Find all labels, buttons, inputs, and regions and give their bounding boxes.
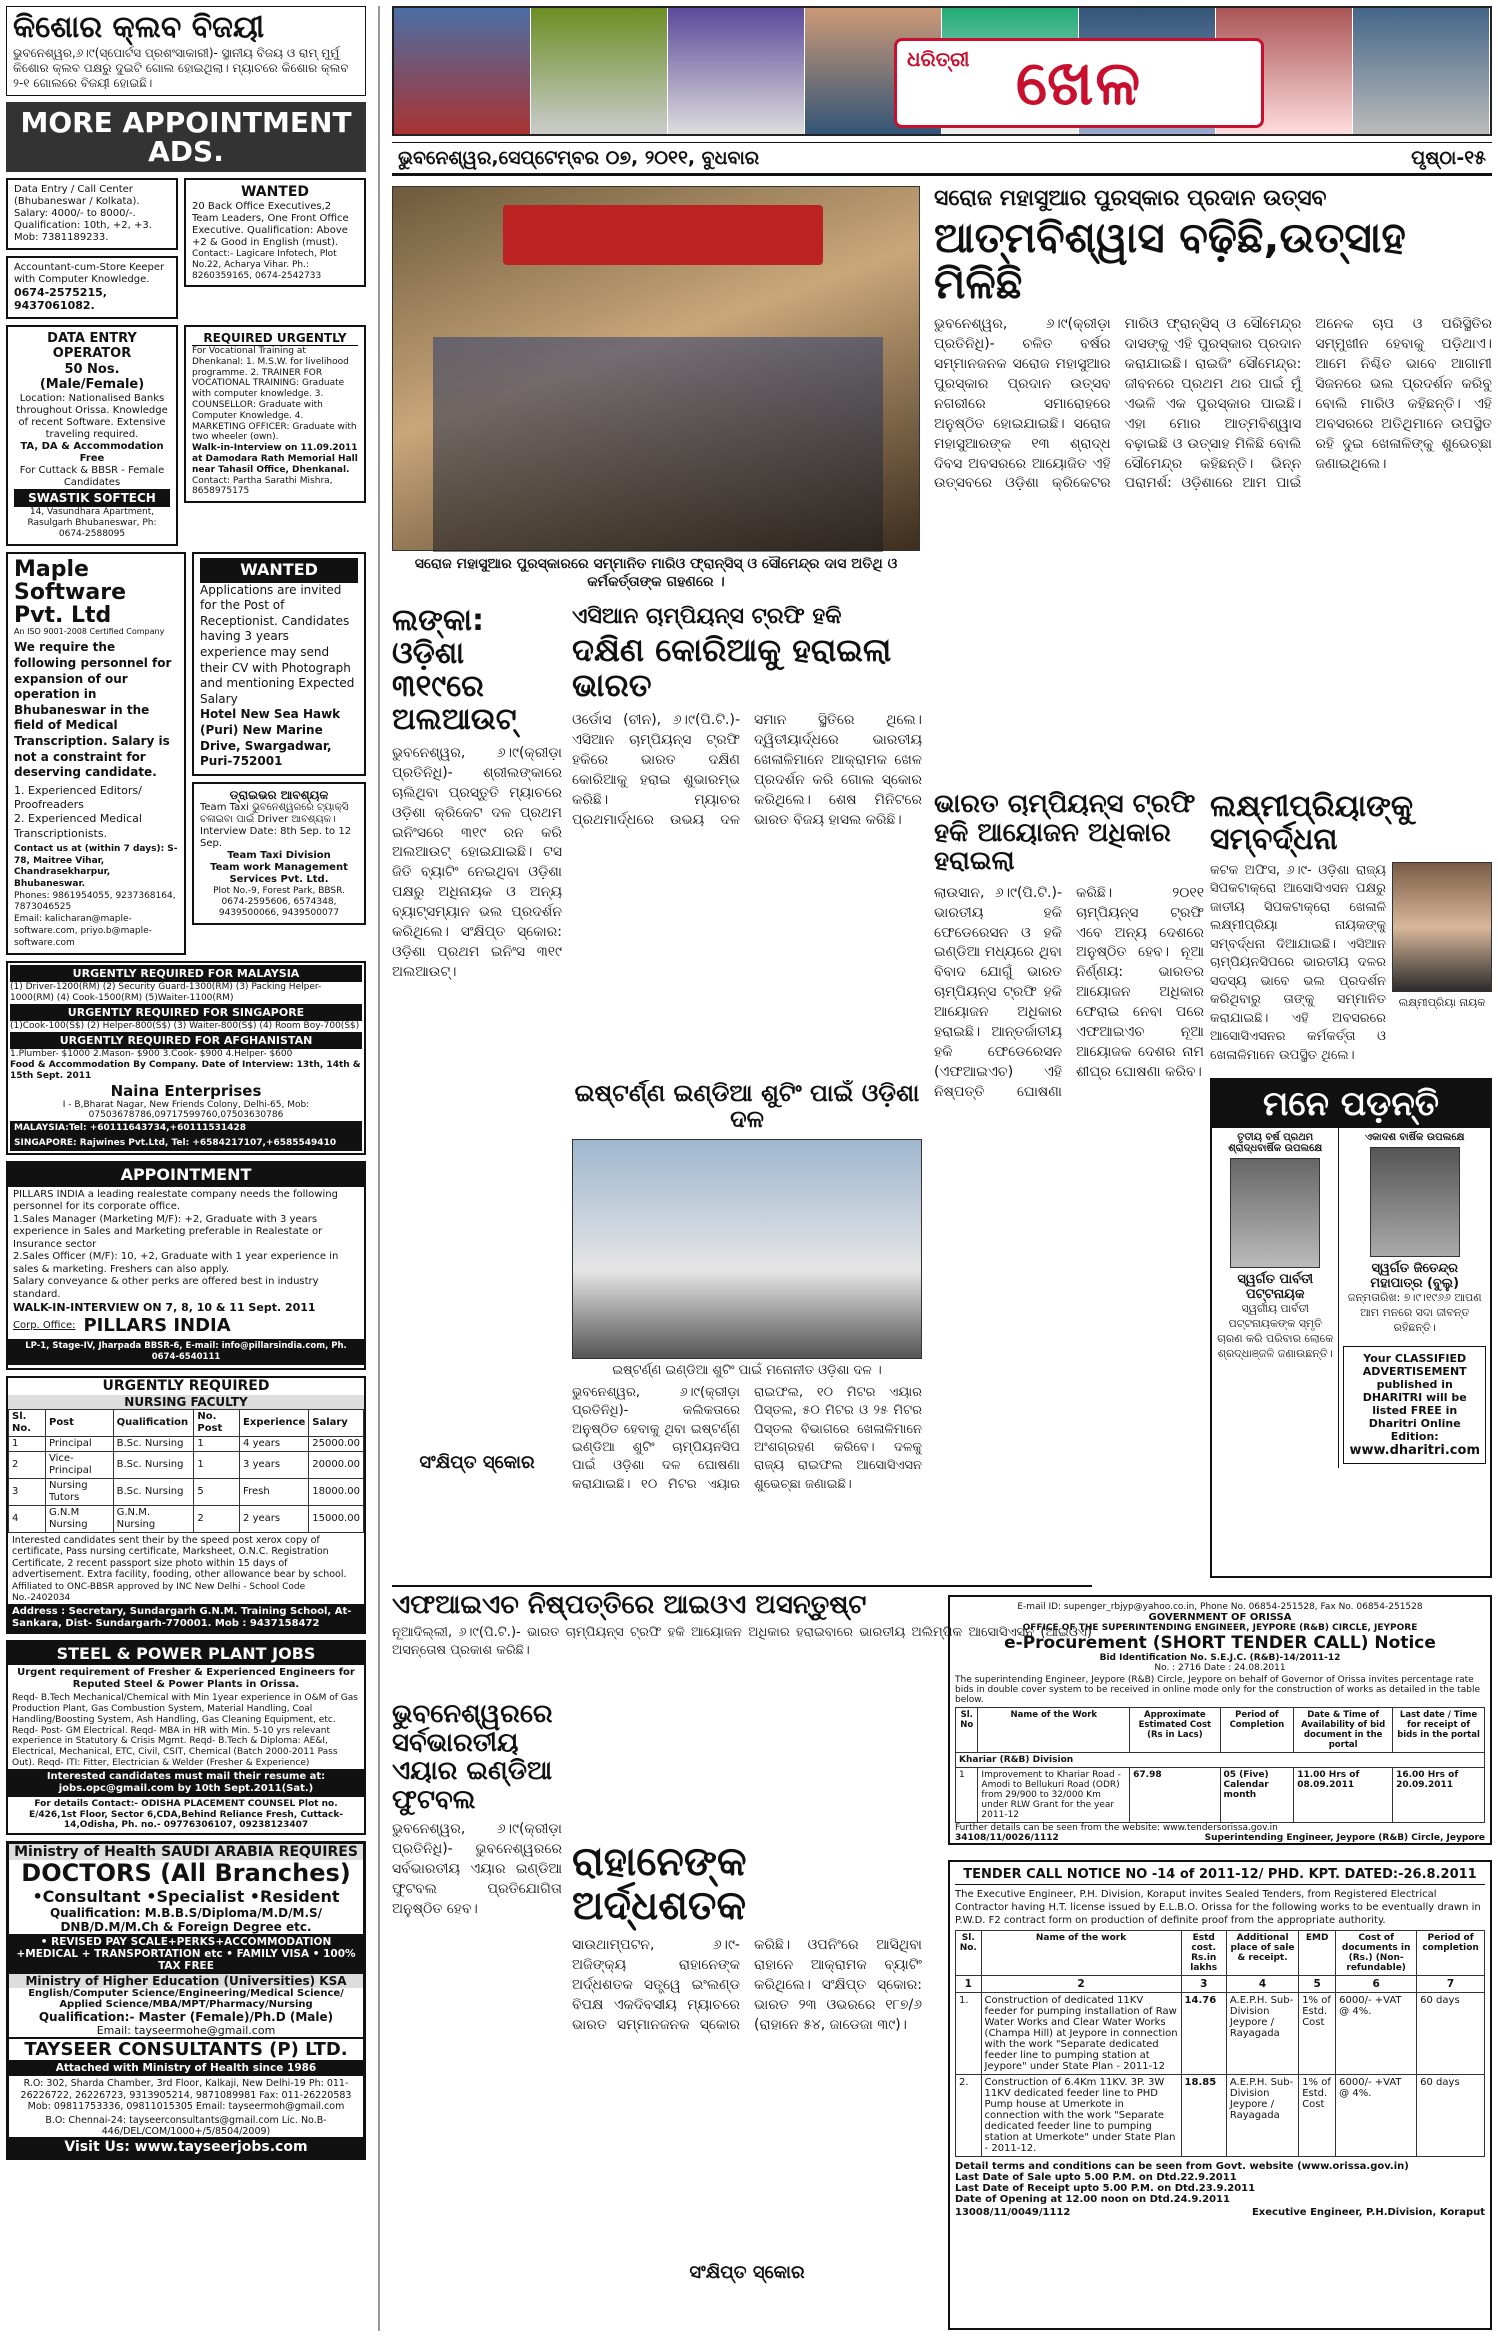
rahane-article [572,1840,922,2330]
rahane-body: ସାଉଥାମ୍ପଟନ, ୬।୯- ଅଜିଙ୍କ୍ୟ ରାହାନେଙ୍କ ଅର୍ଦ୍ଧଶତକ ସତ୍ତ୍ୱେ ଇଂଲଣ୍ଡ ବିପକ୍ଷ ଏକଦିବସୀୟ ମ୍ୟାଚରେ ଭାରତ ସମ୍ମାନଜନକ ସ୍କୋର କରିଛି। ଓପନିଂରେ ଆସିଥିବା ରାହାନେ ଆକ୍ରାମକ ବ୍ୟାଟିଂ କରିଥିଲେ। ସଂକ୍ଷିପ୍ତ ସ୍କୋର: ଭାରତ ୨୩ ଓଭରରେ ୧୮୭/୬ (ରାହାନେ ୫୪, ଜାଡେଜା ୩୯)। [572,1937,922,2033]
singapore-heading: URGENTLY REQUIRED FOR SINGAPORE [10,1004,362,1021]
rahane-headline: ରାହାନେଙ୍କ ଅର୍ଦ୍ଧଶତକ [572,1840,747,1929]
award-ceremony-photo [392,186,920,551]
india-trophy-headline: ଭାରତ ଚାମ୍ପିୟନ୍ସ ଟ୍ରଫି ହକି ଆୟୋଜନ ଅଧିକାର ହରାଇଲା [934,790,1196,877]
tender1-email: E-mail ID: supenger_rbjyp@yahoo.co.in, Phone No. 06854-251528, Fax No. 06854-251528 [1017,1602,1423,1612]
memorial-left-occasion: ତୃତୀୟ ବର୍ଷ ପ୍ରଥମ ଶ୍ରାଦ୍ଧବାର୍ଷିକ ଉପଲକ୍ଷେ [1228,1132,1323,1154]
asian-headline: ଦକ୍ଷିଣ କୋରିଆକୁ ହରାଇଲା ଭାରତ [572,631,892,705]
required-heading: REQUIRED URGENTLY [192,331,358,346]
table-cell: 14.76 [1181,1993,1226,2075]
table-cell: G.N.M Nursing [45,1505,113,1532]
table-header-cell: 7 [1417,1976,1485,1993]
mane-padanti-memorial [1210,1078,1492,1578]
required-body: For Vocational Training at Dhenkanal: 1. M.S.W. for livelihood programme. 2. TRAINER FOR VOCATIONAL TRAINING: Graduate with computer knowledge. 3. COUNSELLOR: Graduate with Computer Knowledge. 4. MARKETING OFFICER: Graduate with two wheeler (own). [192,346,357,443]
rahane-score-heading: ସଂକ୍ଷିପ୍ତ ସ୍କୋର [689,2262,805,2283]
table-cell: 1 [956,1768,978,1823]
lakshmipriya-headline: ଲକ୍ଷ୍ମୀପ୍ରିୟାଙ୍କୁ ସମ୍ବର୍ଦ୍ଧନା [1210,790,1414,857]
classified-free-note: Your CLASSIFIED ADVERTISEMENT published in DHARITRI will be listed FREE in Dharitri Online Edition: [1362,1351,1467,1443]
kishore-headline: କିଶୋର କ୍ଲବ ବିଜୟୀ [13,10,265,45]
tender1-intro: The superintending Engineer, Jeypore (R&B) Circle, Jeypore on behalf of Governor of Orissa invites percentage rate bids in double cover system to be received in online mode only for the construction of works as detailed in the table below. [955,1675,1481,1705]
malaysia-body: (1) Driver-1200(RM) (2) Security Guard-1300(RM) (3) Packing Helper-1000(RM) (4) Cook-1500(RM) (5)Waiter-1100(RM) [10,982,322,1004]
tender1-government: GOVERNMENT OF ORISSA [1148,1612,1292,1623]
masthead-photo [668,8,805,134]
nursing-faculty-ad [6,1376,366,1634]
table-header-cell: 1 [956,1976,982,1993]
table-cell: Improvement to Khariar Road - Amodi to Bellukuri Road (ODR) from 29/900 to 32/000 Km under RLW Grant for the year 2011-12 [978,1768,1130,1823]
table-header-cell: Estd cost. Rs.in lakhs [1181,1931,1226,1976]
ksa-email: Email: tayseermohe@gmail.com [96,2023,276,2037]
table-header-cell: Name of the Work [978,1708,1130,1753]
phd-tender-call-notice [948,1860,1492,2330]
kishore-body: ଭୁବନେଶ୍ୱର,୬।୯(ସ୍ପୋର୍ଟସ ପ୍ରଶଂସାକାରୀ)- ସ୍ଥାନୀୟ ବିଜୟ ଓ ରାମ୍ ମୁର୍ମୁ କିଶୋର କ୍ଲବ ପକ୍ଷରୁ ଦୁଇଟି ଗୋଲ ହୋଇଥିଲା। ମ୍ୟାଚରେ କିଶୋର କ୍ଲବ ୨-୧ ଗୋଲରେ ବିଜୟୀ ହୋଇଛି। [13,45,349,90]
accountant-ad [6,256,178,318]
driver-sub: Team work Management Services Pvt. Ltd. [210,862,348,886]
tender2-intro: The Executive Engineer, P.H. Division, Koraput invites Sealed Tenders, from Registered Electrical Contractor having H.T. license issued by E.L.B.O. Orissa for the following works to be eventually drawn in P.W.D. F2 contract form on production of definite proof from the appropriate authority. [955,1889,1481,1926]
maple-email: Email: kalicharan@maple-software.com, priyo.b@maple-software.com [14,914,152,948]
naina-singapore: SINGAPORE: Rajwines Pvt.Ltd, Tel: +6584217107,+6585549410 [10,1136,362,1151]
table-cell: Principal [45,1436,113,1451]
nursing-heading: URGENTLY REQUIRED [102,1377,270,1394]
deo-body: Location: Nationalised Banks throughout Orissa. Knowledge of recent Software. Extensive traveling required. [16,393,168,441]
table-cell: B.Sc. Nursing [113,1478,194,1505]
mane-padanti-heading: ମନେ ପଡ଼ନ୍ତି [1212,1080,1490,1128]
football-body: ଭୁବନେଶ୍ୱର, ୬।୯(କ୍ରୀଡ଼ା ପ୍ରତିନିଧି)- ଭୁବନେଶ୍ୱରରେ ସର୍ବଭାରତୀୟ ଏୟାର ଇଣ୍ଡିଆ ଫୁଟବଲ ପ୍ରତିଯୋଗିତା ଅନୁଷ୍ଠିତ ହେବ। [392,1821,562,1917]
table-cell: B.Sc. Nursing [113,1451,194,1478]
pillars-role-2: 2.Sales Officer (M/F): 10, +2, Graduate with 1 year experience in sales & marketing. Freshers can also apply. [13,1251,339,1275]
table-header-cell: Date & Time of Availability of bid document in the portal [1294,1708,1393,1753]
driver-wanted-ad [192,782,366,925]
sports-page-masthead [392,6,1492,136]
nursing-address: Address : Secretary, Sundargarh G.N.M. Training School, At- Sankara, Dist- Sundargarh-770001. Mob : 9437158472 [8,1604,364,1632]
saudi-perks: • REVISED PAY SCALE+PERKS+ACCOMMODATION +MEDICAL + TRANSPORTATION etc • FAMILY VISA • 100% TAX FREE [9,1934,363,1974]
table-cell: Construction of 6.4Km 11KV. 3P. 3W 11KV dedicated feeder line to PHD Pump house at Umerkote in connection with the work "Separate dedicated feeder line to pumping station at Umerkote" under State Plan - 2011-12. [981,2075,1181,2157]
deo-cuttack: For Cuttack & BBSR - Female Candidates [19,465,165,489]
table-cell: 2. [956,2075,982,2157]
nursing-table [8,1409,364,1533]
ksa-heading: Ministry of Higher Education (Universities) KSA [9,1974,363,1988]
singapore-body: (1)Cook-100(S$) (2) Helper-800(S$) (3) Waiter-800(S$) (4) Room Boy-700(S$) [10,1021,360,1032]
tender2-title: TENDER CALL NOTICE NO -14 of 2011-12/ PHD. KPT. DATED:-26.8.2011 [955,1867,1485,1885]
steel-sub: Urgent requirement of Fresher & Experienced Engineers for Reputed Steel & Power Plants in Orissa. [17,1667,355,1691]
table-cell: 3 years [240,1451,309,1478]
table-cell: 3 [9,1478,46,1505]
table-header-cell: 2 [981,1976,1181,1993]
issue-date: ଭୁବନେଶ୍ୱର,ସେପ୍ଟେମ୍ବର ୦୭, ୨୦୧୧, ବୁଧବାର [398,147,760,169]
india-trophy-article [934,790,1204,1580]
driver-addr: Plot No.-9, Forest Park, BBSR. 0674-2595606, 6574348, 9439500066, 9439500077 [213,886,345,918]
tender2-last-receipt: Last Date of Receipt upto 5.00 P.M. on Dtd.23.9.2011 [955,2183,1256,2194]
khela-wordmark: ଖେଳ [1015,46,1143,119]
steel-heading: STEEL & POWER PLANT JOBS [8,1642,364,1665]
table-cell: Construction of dedicated 11KV feeder for pumping installation of Raw Water Works and Clear Water Works (Champa Hill) at Jeypore in connection with the work "Separate dedicated feeder line to pumping station at Jeypore" under State Plan - 2011-12 [981,1993,1181,2075]
lakshmipriya-article [1210,790,1492,1070]
masthead-photo [394,8,531,134]
tender1-title: e-Procurement (SHORT TENDER CALL) Notice [1004,1633,1436,1653]
saudi-heading: Ministry of Health SAUDI ARABIA REQUIRES [9,1844,363,1860]
page-number: ପୃଷ୍ଠା-୧୫ [1411,147,1486,169]
table-header-cell: 6 [1336,1976,1417,1993]
receptionist-wanted-ad [192,552,366,776]
table-header-cell: Sl. No. [956,1931,982,1976]
table-cell: 5 [194,1478,240,1505]
tayseer-sub: Attached with Ministry of Health since 1986 [9,2060,363,2076]
table-cell: 60 days [1417,1993,1485,2075]
memorial-right-name: ସ୍ୱର୍ଗତ ଜିତେନ୍ଦ୍ର ମହାପାତ୍ର (ବୁଲୁ) [1370,1261,1460,1291]
malaysia-heading: URGENTLY REQUIRED FOR MALAYSIA [10,965,362,982]
table-cell: 4 [9,1505,46,1532]
nursing-body-text: Interested candidates sent their by the speed post xerox copy of certificate, Pass nursing certificate, Marksheet, O.N.C. Registration Certificate, 2 recent passport size photo within 15 days of advertisement. Extra facility, fooding, other allowance bear by school. [12,1534,347,1581]
table-header-cell: Last date / Time for receipt of bids in the portal [1393,1708,1485,1753]
memorial-left-body: ସ୍ୱର୍ଗୀୟ ପାର୍ବତୀ ପଟ୍ଟନାୟକଙ୍କ ସ୍ମୃତି ଚାରଣ କରି ପରିବାର ଲୋକେ ଶ୍ରଦ୍ଧାଞ୍ଜଳି ଜଣାଉଛନ୍ତି। [1217,1302,1334,1360]
table-header-cell: Name of the work [981,1931,1181,1976]
table-cell: 25000.00 [309,1436,364,1451]
india-trophy-body: ଲାଉସାନ, ୬।୯(ପି.ଟି.)- ଭାରତୀୟ ହକି ଫେଡେରେସନ ଓ ହକି ଇଣ୍ଡିଆ ମଧ୍ୟରେ ଥିବା ବିବାଦ ଯୋଗୁଁ ଭାରତ ଚାମ୍ପିୟନ୍ସ ଟ୍ରଫି ହକି ଆୟୋଜନ ଅଧିକାର ହରାଇଛି। ଆନ୍ତର୍ଜାତୀୟ ହକି ଫେଡେରେସନ (ଏଫଆଇଏଚ) ଏହି ନିଷ୍ପତ୍ତି ଘୋଷଣା କରିଛି। ୨୦୧୧ ଚାମ୍ପିୟନ୍ସ ଟ୍ରଫି ଏବେ ଅନ୍ୟ ଦେଶରେ ଅନୁଷ୍ଠିତ ହେବ। ନୂଆ ନିର୍ଣ୍ଣୟ: ଭାରତର ଆୟୋଜନ ଅଧିକାର ଫେରାଇ ନେବା ପରେ ଏଫଆଇଏଚ ନୂଆ ଆୟୋଜକ ଦେଶର ନାମ ଶୀଘ୍ର ଘୋଷଣା କରିବ। [934,884,1204,1100]
accountant-phone: 0674-2575215, 9437061082. [14,286,107,313]
data-entry-ad [6,178,178,250]
memorial-right-body: ଜନ୍ମତାରିଖ: ୭।୯।୧୯୬୬ ଆପଣ ଆମ ମନରେ ସଦା ଜୀବନ୍ତ ରହିଛନ୍ତି। [1347,1291,1482,1334]
classified-free-listing-box [1343,1346,1486,1464]
table-header-cell: Sl. No [956,1708,978,1753]
receptionist-addr: Hotel New Sea Hawk (Puri) New Marine Drive, Swargadwar, Puri-752001 [200,707,341,769]
receptionist-body: Applications are invited for the Post of Receptionist. Candidates having 3 years experience may send their CV with Photograph and mentioning Expected Salary [200,582,355,706]
deo-heading: DATA ENTRY OPERATOR [47,330,137,362]
accountant-text: Accountant-cum-Store Keeper with Computer Knowledge. [14,262,165,286]
pillars-role-1: 1.Sales Manager (Marketing M/F): +2, Graduate with 3 years experience in Sales and Marketing preferable in Realestate or Insurance sector [13,1213,323,1250]
asian-body: ଓର୍ଡୋସ (ଚୀନ), ୬।୯(ପି.ଟି.)- ଏସିଆନ ଚାମ୍ପିୟନ୍ସ ଟ୍ରଫି ହକିରେ ଭାରତ ଦକ୍ଷିଣ କୋରିଆକୁ ହରାଇ ଶୁଭାରମ୍ଭ କରିଛି। ମ୍ୟାଚର ପ୍ରଥମାର୍ଦ୍ଧରେ ଉଭୟ ଦଳ ସମାନ ସ୍ଥିତିରେ ଥିଲେ। ଦ୍ୱିତୀୟାର୍ଦ୍ଧରେ ଭାରତୀୟ ଖେଳାଳିମାନେ ଆକ୍ରାମକ ଖେଳ ପ୍ରଦର୍ଶନ କରି ଗୋଲ ସ୍କୋର କରିଥିଲେ। ଶେଷ ମିନିଟରେ ଭାରତ ବିଜୟ ହାସଲ କରିଛି। [572,712,922,828]
driver-company: Team Taxi Division [227,850,331,862]
award-photo-caption: ସରୋଜ ମହାସୁଆର ପୁରସ୍କାରରେ ସମ୍ମାନିତ ମାରିଓ ଫ୍ରାନ୍ସିସ୍ ଓ ସୌମେନ୍ଦ୍ର ଦାସ ଅତିଥି ଓ କର୍ମକର୍ତ୍ତାଙ୍କ ଗହଣରେ । [414,556,898,591]
saroj-kicker: ସରୋଜ ମହାସୁଆର ପୁରସ୍କାର ପ୍ରଦାନ ଉତ୍ସବ [934,186,1327,211]
kishore-club-news [6,6,366,96]
overseas-jobs-ad [6,961,366,1155]
fih-headline: ଏଫଆଇଏଚ ନିଷ୍ପତ୍ତିରେ ଆଇଓଏ ଅସନ୍ତୁଷ୍ଟ [392,1590,867,1620]
lakshmipriya-caption: ଲକ୍ଷ୍ମୀପ୍ରିୟା ନାୟକ [1398,996,1486,1009]
saudi-doctors-ad [6,1841,366,2160]
wanted-executives-ad [184,178,366,287]
table-header-cell: Additional place of sale & receipt. [1226,1931,1298,1976]
table-header-cell: Period of completion [1417,1931,1485,1976]
table-cell: B.Sc. Nursing [113,1436,194,1451]
pillars-india-ad [6,1161,366,1370]
tayseer-name: TAYSEER CONSULTANTS (P) LTD. [9,2037,363,2060]
lanka-headline: ଲଙ୍କା: ଓଡ଼ିଶା ୩୧୯ରେ ଅଲଆଉଟ୍ [392,604,517,737]
lanka-score-heading: ସଂକ୍ଷିପ୍ତ ସ୍କୋର [419,1452,535,1473]
tayseer-branch: B.O: Chennai-24: tayseerconsultants@gmail.com Lic. No.B-446/DEL/COM/1000+/5/8504/2009) [45,2115,327,2138]
pillars-walkin: WALK-IN-INTERVIEW ON 7, 8, 10 & 11 Sept. 2011 [13,1301,316,1315]
afghan-body: 1.Plumber- $1000 2.Mason- $900 3.Cook- $900 4.Helper- $600 [10,1049,293,1060]
memorial-left-photo [1230,1158,1320,1268]
data-entry-text: Data Entry / Call Center (Bhubaneswar / Kolkata). Salary: 4000/- to 8000/-. Qualification: 10th, +2, +3. Mob: 7381189233. [14,184,152,244]
saudi-roles: •Consultant •Specialist •Resident [32,1886,340,1906]
table-cell: 1. [956,1993,982,2075]
table-header-cell: Approximate Estimated Cost (Rs in Lacs) [1130,1708,1220,1753]
steel-body: Reqd- B.Tech Mechanical/Chemical with Min 1year experience in O&M of Gas Production Plant, Gas Combustion System, Material Handling, Coal Handling/Boosting System, Ash Handling, Gas Cleaning Equipment, etc. Reqd- Post- GM Electrical. Reqd- MBA in HR with Min. 5-10 yrs relevant experience in Statutory & Crisis Mgmt. Reqd- B.Tech & Diploma: AE&I, Electrical, Mechanical, ETC, Civil, CSIT, Chemical (Batch 2000-2011 Pass Out). Reqd- ITI: Fitter, Electrician & Welder (Fresher & Experience) [12,1693,358,1769]
shooting-team-article [572,1080,922,1540]
masthead-photo [531,8,668,134]
table-cell: 1 [194,1451,240,1478]
lakshmipriya-photo [1392,862,1492,992]
table-header-cell: 5 [1299,1976,1336,1993]
award-photo-block [392,186,920,596]
table-cell: 16.00 Hrs of 20.09.2011 [1393,1768,1485,1823]
column-divider [378,6,380,2331]
tayseer-website: Visit Us: www.tayseerjobs.com [9,2137,363,2157]
table-header-cell: Post [45,1409,113,1436]
ksa-body: English/Computer Science/Engineering/Medical Science/ Applied Science/MBA/MPT/Pharmacy/Nursing [28,1987,344,2010]
table-header-cell: Experience [240,1409,309,1436]
maple-title: Maple Software Pvt. Ltd [14,556,126,628]
tender1-bid-id: Bid Identification No. S.E.J.C. (R&B)-14/2011-12 [1099,1653,1341,1663]
table-row [9,1451,364,1478]
driver-body: Team Taxi ଭୁବନେଶ୍ୱରରେ ଟ୍ୟାକ୍ସି ଚଳାଇବା ପାଇଁ Driver ଆବଶ୍ୟକ। [200,802,349,826]
people-silhouette [433,337,883,552]
table-cell: 6000/- +VAT @ 4%. [1336,2075,1417,2157]
masthead-photo [1353,8,1490,134]
maple-item-1: 1. Experienced Editors/ Proofreaders [14,783,142,812]
naina-addr: I - B,Bharat Nagar, New Friends Colony, Delhi-65, Mob: 07503678786,09717599760,07503630786 [62,1099,310,1121]
shooting-team-photo [572,1139,922,1359]
dharitri-wordmark: ଧରିତ୍ରୀ [907,47,970,71]
saroj-award-article [934,186,1492,786]
nursing-sub: NURSING FACULTY [8,1395,364,1409]
tender2-details: Detail terms and conditions can be seen from Govt. website (www.orissa.gov.in) [955,2161,1409,2172]
wanted-heading: WANTED [240,184,310,201]
steel-power-jobs-ad [6,1640,366,1835]
table-header-cell: Sl. No. [9,1409,46,1436]
lakshmipriya-body: କଟକ ଅଫିସ, ୬।୯- ଓଡ଼ିଶା ରାଜ୍ୟ ସିପକଟାକ୍ରୋ ଆସୋସିଏସନ ପକ୍ଷରୁ ଜାତୀୟ ସିପକଟାକ୍ରୋ ଖେଳାଳି ଲକ୍ଷ୍ମୀପ୍ରିୟା ନାୟକଙ୍କୁ ସମ୍ବର୍ଦ୍ଧନା ଦିଆଯାଇଛି। ଏସିଆନ ଚାମ୍ପିୟନସିପରେ ଭାରତୀୟ ଦଳର ସଦସ୍ୟ ଭାବେ ଭଲ ପ୍ରଦର୍ଶନ କରିଥିବାରୁ ତାଙ୍କୁ ସମ୍ମାନିତ କରାଯାଇଛି। ଏହି ଅବସରରେ ଆସୋସିଏସନର କର୍ମକର୍ତ୍ତା ଓ ଖେଳାଳିମାନେ ଉପସ୍ଥିତ ଥିଲେ। [1210,863,1386,1062]
maple-phones: Phones: 9861954055, 9237368164, 7873046525 [14,890,176,913]
table-header-cell: Salary [309,1409,364,1436]
steel-mail: Interested candidates must mail their resume at: jobs.opc@gmail.com by 10th Sept.2011(Sat.) [8,1769,364,1797]
maple-body: We require the following personnel for expansion of our operation in Bhubaneswar in the field of Medical Transcription. Salary is not a constraint for deserving candidate. [14,640,172,780]
maple-item-2: 2. Experienced Medical Transcriptionists. [14,812,142,840]
table-cell: 4 years [240,1436,309,1451]
deo-posts: 50 Nos. (Male/Female) [39,361,145,393]
saroj-headline: ଆତ୍ମବିଶ୍ୱାସ ବଢ଼ିଛି,ଉତ୍ସାହ ମିଳିଛି [934,213,1406,309]
table-cell: A.E.P.H. Sub-Division Jeypore / Rayagada [1226,1993,1298,2075]
tender1-number: No. : 2716 Date : 24.08.2011 [1154,1663,1286,1673]
table-cell: 20000.00 [309,1451,364,1478]
award-banner-shape [503,205,823,265]
naina-name: Naina Enterprises [110,1081,262,1100]
table-cell: 15000.00 [309,1505,364,1532]
khela-logo [894,38,1264,128]
pillars-address: LP-1, Stage-IV, Jharpada BBSR-6, E-mail: info@pillarsindia.com, Ph. 0674-6540111 [8,1339,364,1364]
table-cell: 05 (Five) Calendar month [1220,1768,1294,1823]
table-cell: 1% of Estd. Cost [1299,1993,1336,2075]
football-headline: ଭୁବନେଶ୍ୱରରେ ସର୍ବଭାରତୀୟ ଏୟାର ଇଣ୍ଡିଆ ଫୁଟବଲ [392,1700,553,1815]
table-cell: 18000.00 [309,1478,364,1505]
table-row [9,1505,364,1532]
table-cell: 60 days [1417,2075,1485,2157]
maple-iso: An ISO 9001-2008 Certified Company [14,627,165,637]
tender1-signatory: Superintending Engineer, Jeypore (R&B) Circle, Jeypore [1204,1833,1485,1843]
table-cell: 6000/- +VAT @ 4%. [1336,1993,1417,2075]
table-cell: 1 [194,1436,240,1451]
dateline-bar [392,142,1492,176]
required-urgently-ad [184,325,366,504]
table-cell: G.N.M. Nursing [113,1505,194,1532]
asian-kicker: ଏସିଆନ ଚାମ୍ପିୟନ୍ସ ଟ୍ରଫି ହକି [572,604,842,629]
classified-url: www.dharitri.com [1349,1442,1480,1458]
table-header-cell: 3 [1181,1976,1226,1993]
naina-malaysia: MALAYSIA:Tel: +60111643734,+60111531428 [10,1121,362,1136]
table-cell: 18.85 [1181,2075,1226,2157]
swastik-addr: 14, Vasundhara Apartment, Rasulgarh Bhubaneswar, Ph: 0674-2588095 [27,507,157,540]
afghan-food: Food & Accommodation By Company. Date of Interview: 13th, 14th & 15th Sept. 2011 [10,1059,361,1081]
appointment-heading: APPOINTMENT [8,1163,364,1187]
table-header-cell: No. Post [194,1409,240,1436]
shooting-caption: ଇଷ୍ଟର୍ଣ୍ଣ ଇଣ୍ଡିଆ ଶୁଟିଂ ପାଇଁ ମନୋନୀତ ଓଡ଼ିଶା ଦଳ । [612,1362,882,1378]
ksa-qualification: Qualification:- Master (Female)/Ph.D (Male) [38,2009,334,2024]
wanted-body: 20 Back Office Executives,2 Team Leaders, One Front Office Executive. Qualification: Above +2 & Good in English (must). [192,201,349,249]
tender2-table [955,1930,1485,2157]
table-row [9,1436,364,1451]
table-cell: 1 [9,1436,46,1451]
deo-ta: TA, DA & Accommodation Free [20,441,164,465]
shooting-body: ଭୁବନେଶ୍ୱର, ୬।୯(କ୍ରୀଡ଼ା ପ୍ରତିନିଧି)- କଲିକତାରେ ଅନୁଷ୍ଠିତ ହେବାକୁ ଥିବା ଇଷ୍ଟର୍ଣ୍ଣ ଇଣ୍ଡିଆ ଶୁଟିଂ ଚାମ୍ପିୟନସିପ ପାଇଁ ଓଡ଼ିଶା ଦଳ ଘୋଷଣା କରାଯାଇଛି। ୧୦ ମିଟର ଏୟାର ରାଇଫଲ, ୧୦ ମିଟର ଏୟାର ପିସ୍ତଲ, ୫୦ ମିଟର ଓ ୨୫ ମିଟର ପିସ୍ତଲ ବିଭାଗରେ ଖେଳାଳିମାନେ ଅଂଶଗ୍ରହଣ କରିବେ। ଦଳକୁ ରାଜ୍ୟ ରାଇଫଲ ଆସୋସିଏସନ ଶୁଭେଚ୍ଛା ଜଣାଇଛି। [572,1384,922,1492]
table-cell: A.E.P.H. Sub-Division Jeypore / Rayagada [1226,2075,1298,2157]
required-walk: Walk-in-Interview on 11.09.2011 at Damodara Rath Memorial Hall near Tahasil Office, Dhenkanal. [192,443,358,475]
steel-contact: For details Contact:- ODISHA PLACEMENT COUNSEL Plot no. E/426,1st Floor, Sector 6,CDA,Behind Reliance Fresh, Cuttack-14,Odisha, Ph. no.- 09776306107, 09238123407 [28,1798,344,1831]
pillars-name: PILLARS INDIA [83,1314,231,1336]
fih-body: ନୂଆଦିଲ୍ଲୀ, ୬।୯(ପି.ଟି.)- ଭାରତ ଚାମ୍ପିୟନ୍ସ ଟ୍ରଫି ହକି ଆୟୋଜନ ଅଧିକାର ହରାଇବାରେ ଭାରତୀୟ ଅଲିମ୍ପିକ ଆସୋସିଏସନ (ଆଇଓଏ) ଅସନ୍ତୋଷ ପ୍ରକାଶ କରିଛି। [392,1624,1092,1659]
tender2-opening: Date of Opening at 12.00 noon on Dtd.24.9.2011 [955,2194,1230,2205]
driver-heading: ଡ୍ରାଇଭର ଆବଶ୍ୟକ [229,787,329,802]
maple-software-ad [6,552,186,955]
maple-contact: Contact us at (within 7 days): S-78, Maitree Vihar, Chandrasekharpur, Bhubaneswar. [14,844,178,890]
nursing-affiliation: Affiliated to ONC-BBSR approved by INC New Delhi - School Code No.-2402034 [12,1582,306,1604]
table-cell: Nursing Tutors [45,1478,113,1505]
shooting-headline: ଇଷ୍ଟର୍ଣ୍ଣ ଇଣ୍ଡିଆ ଶୁଟିଂ ପାଇଁ ଓଡ଼ିଶା ଦଳ [574,1080,920,1134]
saudi-qualification: Qualification: M.B.B.S/Diploma/M.D/M.S/ DNB/D.M/M.Ch & Foreign Degree etc. [49,1905,323,1934]
tender2-signatory: Executive Engineer, P.H.Division, Koraput [1251,2207,1485,2218]
tayseer-addr: R.O: 302, Sharda Chamber, 3rd Floor, Kalkaji, New Delhi-19 Ph: 011-26226722, 26226723, 9313905214, 9871089981 Fax: 011-26220583 Mob: 09811753336, 09811015305 Email: tayseermoh@gmail.com [20,2077,352,2113]
table-header-cell: Cost of documents in (Rs.) (Non-refundable) [1336,1931,1417,1976]
table-header-cell: EMD [1299,1931,1336,1976]
table-row [956,2075,1485,2157]
tender1-division: Khariar (R&B) Division [956,1753,1485,1768]
table-row [956,1993,1485,2075]
saroj-body: ଭୁବନେଶ୍ୱର, ୬।୯(କ୍ରୀଡ଼ା ପ୍ରତିନିଧି)- ଚଳିତ ବର୍ଷର ସମ୍ମାନଜନକ ସରୋଜ ମହାସୁଆର ପୁରସ୍କାର ପ୍ରଦାନ ଉତ୍ସବ ନଗରୀରେ ସମାରୋହରେ ଅନୁଷ୍ଠିତ ହୋଇଯାଇଛି। ସରୋଜ ମହାସୁଆରଙ୍କ ୧୩ ଶ୍ରାଦ୍ଧ ଦିବସ ଅବସରରେ ଆୟୋଜିତ ଏହି ଉତ୍ସବରେ ଓଡ଼ିଶା କ୍ରିକେଟର ମାରିଓ ଫ୍ରାନ୍ସିସ୍ ଓ ସୌମେନ୍ଦ୍ର ଦାସଙ୍କୁ ଏହି ପୁରସ୍କାର ପ୍ରଦାନ କରାଯାଇଛି। ରାଇଜିଂ ସୌମେନ୍ଦ୍ର: ଜୀବନରେ ପ୍ରଥମ ଥର ପାଇଁ ମୁଁ ଏଭଳି ଏକ ପୁରସ୍କାର ପାଇଛି। ଏହା ମୋର ଆତ୍ମବିଶ୍ୱାସ ବଢ଼ାଇଛି ଓ ଉତ୍ସାହ ମିଳିଛି ବୋଲି ସୌମେନ୍ଦ୍ର କହିଛନ୍ତି। ଭିନ୍ନ ପରାମର୍ଶ: ଓଡ଼ିଶାରେ ଆମ ପାଇଁ ଅନେକ ଚାପ ଓ ପରିସ୍ଥିତିର ସମ୍ମୁଖୀନ ହେବାକୁ ପଡ଼ିଥାଏ। ଆମେ ନିଶ୍ଚିତ ଭାବେ ଆଗାମୀ ସିଜନରେ ଭଲ ପ୍ରଦର୍ଶନ କରିବୁ ବୋଲି ମାରିଓ କହିଛନ୍ତି। ଏହି ଅବସରରେ ଅତିଥିମାନେ ଉପସ୍ଥିତ ରହି ଦୁଇ ଖେଳାଳିଙ୍କୁ ଶୁଭେଚ୍ଛା ଜଣାଇଥିଲେ। [934,316,1492,492]
data-entry-operator-ad [6,325,178,546]
table-header-cell: 4 [1226,1976,1298,1993]
saudi-doctors: DOCTORS (All Branches) [21,1859,351,1888]
table-row [9,1478,364,1505]
table-cell: 2 [9,1451,46,1478]
afghan-heading: URGENTLY REQUIRED FOR AFGHANISTAN [10,1032,362,1049]
tender2-reference: 13008/11/0049/1112 [955,2207,1071,2218]
pillars-salary: Salary conveyance & other perks are offered best in industry standard. [13,1276,319,1300]
table-cell: 67.98 [1130,1768,1220,1823]
memorial-right-photo [1370,1147,1460,1257]
table-header-cell: Qualification [113,1409,194,1436]
table-row [956,1768,1485,1823]
memorial-right-occasion: ଏକାଦଶ ବାର୍ଷିକ ଉପଲକ୍ଷେ [1365,1132,1465,1143]
tender1-table [955,1707,1485,1823]
pillars-body: PILLARS INDIA a leading realestate company needs the following personnel for its corporate office. [13,1188,338,1213]
memorial-left-name: ସ୍ୱର୍ଗତ ପାର୍ବତୀ ପଟ୍ଟନାୟକ [1237,1272,1314,1302]
required-contact: Contact: Partha Sarathi Mishra, 8658975175 [192,475,333,497]
pillars-corp-label: Corp. Office: [13,1319,76,1331]
table-header-cell: Period of Completion [1220,1708,1294,1753]
lanka-body: ଭୁବନେଶ୍ୱର, ୬।୯(କ୍ରୀଡ଼ା ପ୍ରତିନିଧି)- ଶ୍ରୀଲଙ୍କାରେ ଚାଲିଥିବା ପ୍ରସ୍ତୁତି ମ୍ୟାଚରେ ଓଡ଼ିଶା କ୍ରିକେଟ ଦଳ ପ୍ରଥମ ଇନିଂସରେ ୩୧୯ ରନ କରି ଅଲଆଉଟ୍ ହୋଇଯାଇଛି। ଟସ ଜିତି ବ୍ୟାଟିଂ ନେଇଥିବା ଓଡ଼ିଶା ପକ୍ଷରୁ ଅଧିନାୟକ ଓ ଅନ୍ୟ ବ୍ୟାଟ୍ସମ୍ୟାନ ଭଲ ପ୍ରଦର୍ଶନ କରିଥିଲେ। ସଂକ୍ଷିପ୍ତ ସ୍କୋର: ଓଡ଼ିଶା ପ୍ରଥମ ଇନିଂସ ୩୧୯ ଅଲଆଉଟ୍। [392,745,562,980]
wanted-contact: Contact:- Lagicare Infotech, Plot No.22, Acharya Vihar. Ph.: 8260359165, 0674-2542733 [192,249,337,281]
table-cell: Vice-Principal [45,1451,113,1478]
table-cell: 11.00 Hrs of 08.09.2011 [1294,1768,1393,1823]
classified-ads-column [6,6,366,2331]
tender2-last-sale: Last Date of Sale upto 5.00 P.M. on Dtd.22.9.2011 [955,2172,1237,2183]
tender1-office: OFFICE OF THE SUPERINTENDING ENGINEER, JEYPORE (R&B) CIRCLE, JEYPORE [1022,1623,1418,1633]
tender1-reference: 34108/11/0026/1112 [955,1833,1059,1843]
swastik-name: SWASTIK SOFTECH [14,489,170,507]
table-cell: 1% of Estd. Cost [1299,2075,1336,2157]
asian-hockey-article [572,604,922,1084]
e-procurement-tender-notice [948,1595,1492,1845]
driver-interview: Interview Date: 8th Sep. to 12 Sep. [200,826,352,850]
air-india-football-article [392,1700,562,2320]
table-cell: 2 years [240,1505,309,1532]
table-cell: Fresh [240,1478,309,1505]
table-cell: 2 [194,1505,240,1532]
more-appointment-ads-banner: MORE APPOINTMENT ADS. [6,102,366,173]
tender1-further: Further details can be seen from the website: www.tendersorissa.gov.in [955,1823,1278,1833]
receptionist-heading: WANTED [200,558,358,583]
